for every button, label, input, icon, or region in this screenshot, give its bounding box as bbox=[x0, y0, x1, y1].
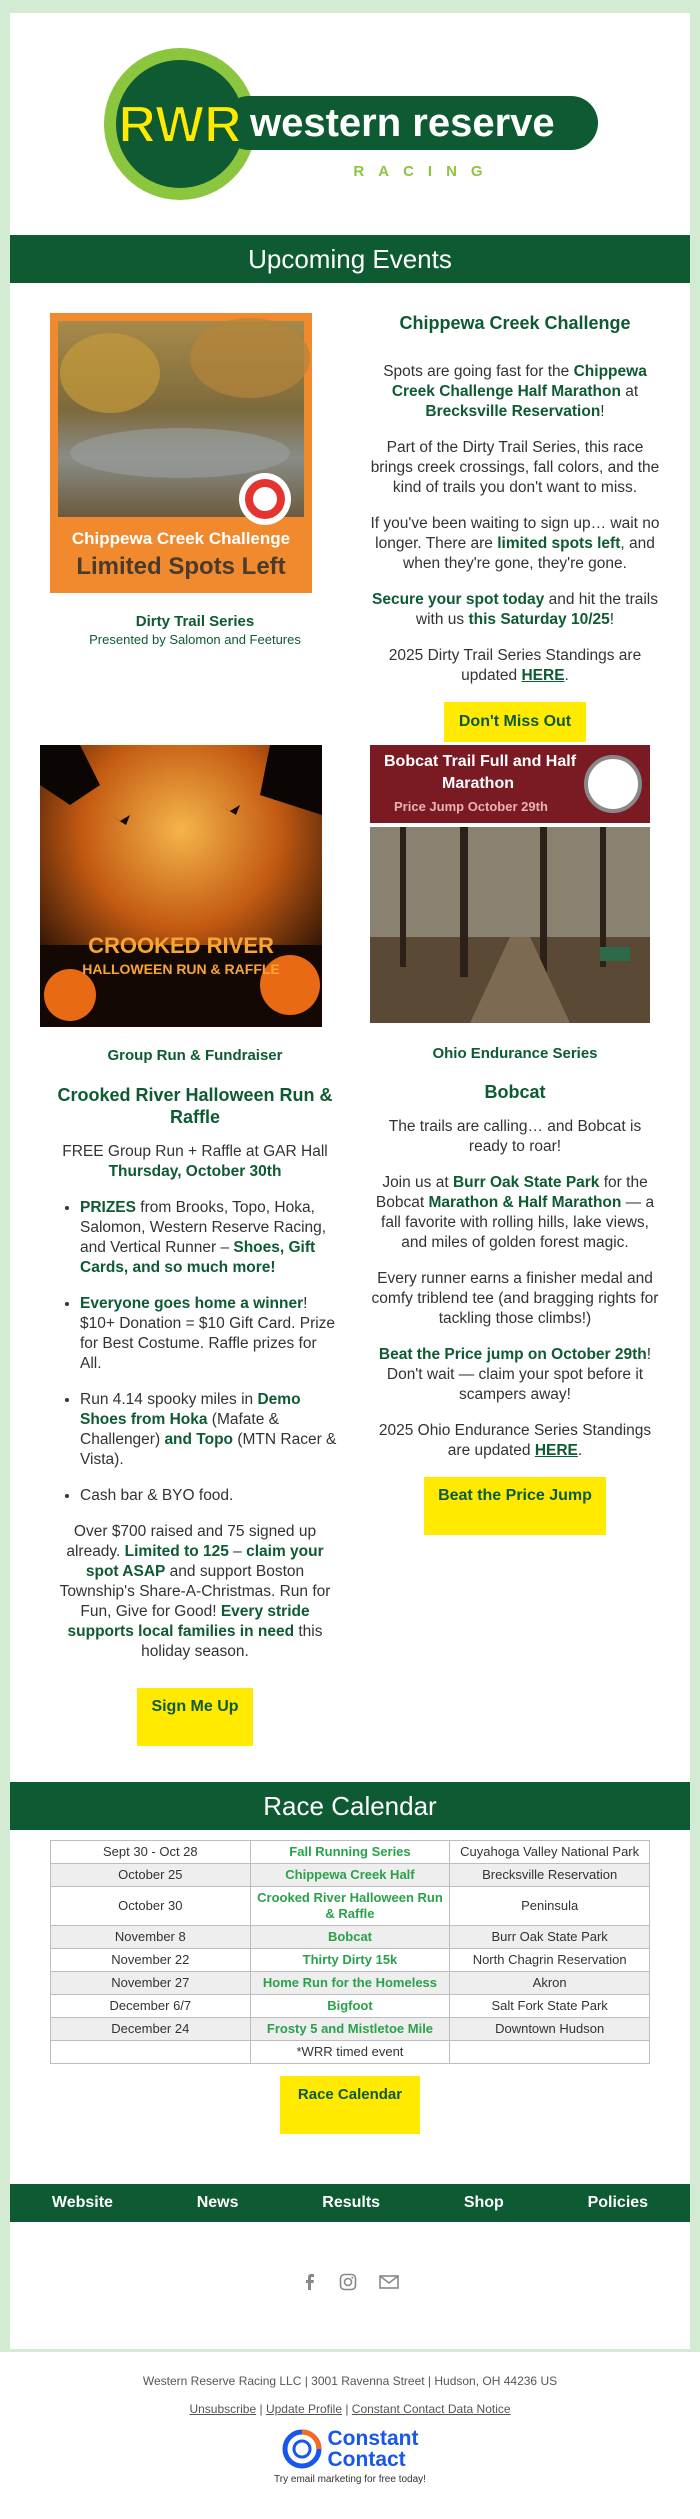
venue: Burr Oak State Park bbox=[452, 1174, 600, 1191]
chippewa-caption-1: Chippewa Creek Challenge bbox=[71, 529, 291, 548]
highlight: Limited to 125 bbox=[124, 1543, 229, 1560]
text: Over $700 raised and 75 signed up already. bbox=[66, 1523, 317, 1560]
cc-name-2: Contact bbox=[327, 2448, 406, 2471]
constant-contact-icon bbox=[282, 2429, 322, 2469]
bobcat-banner bbox=[370, 745, 650, 823]
highlight: claim your spot ASAP bbox=[85, 1543, 324, 1580]
text: for the Bobcat bbox=[375, 1174, 648, 1211]
bullet-prizes bbox=[80, 1198, 340, 1278]
calendar-row bbox=[51, 1995, 650, 2018]
chippewa-p4 bbox=[370, 590, 660, 630]
sign-me-up-button[interactable]: Sign Me Up bbox=[137, 1688, 253, 1746]
upcoming-events-heading: Upcoming Events bbox=[10, 235, 690, 283]
calendar-date: October 25 bbox=[51, 1864, 251, 1887]
text: Run 4.14 spooky miles in bbox=[80, 1391, 258, 1408]
halloween-title: Crooked River Halloween Run & Raffle bbox=[57, 1085, 333, 1127]
calendar-location: Downtown Hudson bbox=[450, 2018, 650, 2041]
highlight: Secure your spot today bbox=[372, 591, 545, 608]
bobcat-paw-icon bbox=[584, 755, 642, 813]
cc-name-1: Constant bbox=[327, 2427, 419, 2450]
text: , and when they're gone, they're gone. bbox=[403, 535, 655, 572]
bobcat-banner-2: Marathon bbox=[442, 775, 514, 792]
calendar-row bbox=[51, 1949, 650, 1972]
race-calendar-button[interactable]: Race Calendar bbox=[280, 2076, 420, 2134]
bobcat-banner-3: Price Jump October 29th bbox=[394, 799, 548, 814]
wrr-logo[interactable] bbox=[100, 44, 600, 204]
halloween-image-title-1: CROOKED RIVER bbox=[88, 933, 274, 958]
nav-link-website[interactable]: Website bbox=[51, 2194, 113, 2211]
text: Join us at bbox=[382, 1174, 453, 1191]
logo-sub: RACING bbox=[353, 163, 497, 180]
social-links bbox=[10, 2222, 690, 2342]
bullet-cash-bar bbox=[80, 1486, 340, 1506]
logo-initials: RWR bbox=[118, 96, 242, 154]
text: ! bbox=[609, 611, 615, 628]
text: this holiday season. bbox=[141, 1623, 323, 1660]
forest-trail-photo bbox=[370, 827, 650, 1023]
text: (Mafate & Challenger) bbox=[80, 1411, 279, 1448]
text: ! bbox=[600, 403, 605, 420]
footer-links bbox=[0, 2402, 700, 2416]
calendar-date: November 27 bbox=[51, 1972, 251, 1995]
unsubscribe-link[interactable]: Unsubscribe bbox=[189, 2402, 257, 2416]
text: (MTN Racer & Vista). bbox=[80, 1431, 337, 1468]
separator: | bbox=[342, 2402, 352, 2416]
race-calendar-heading: Race Calendar bbox=[10, 1782, 690, 1830]
chippewa-p2: Part of the Dirty Trail Series, this race brings creek crossings, fall colors, and the kind of trails you don't want to miss. bbox=[370, 439, 660, 496]
bullet-demo-shoes bbox=[80, 1390, 340, 1470]
instagram-icon[interactable] bbox=[339, 2273, 357, 2291]
text: Spots are going fast for the bbox=[383, 363, 574, 380]
calendar-location: Peninsula bbox=[450, 1887, 650, 1926]
email-footer bbox=[0, 2352, 700, 2519]
text: Cash bar & BYO food. bbox=[80, 1487, 234, 1504]
race-calendar-table bbox=[50, 1840, 650, 2064]
highlight: this Saturday 10/25 bbox=[468, 611, 610, 628]
chippewa-p1 bbox=[370, 362, 660, 422]
halloween-art bbox=[40, 745, 322, 1027]
facebook-icon[interactable] bbox=[301, 2273, 317, 2291]
calendar-date: December 6/7 bbox=[51, 1995, 251, 2018]
nav-link-news[interactable]: News bbox=[196, 2194, 239, 2211]
chippewa-image-col bbox=[40, 313, 350, 745]
halloween-outro bbox=[40, 1522, 350, 1662]
halloween-bullets bbox=[40, 1198, 340, 1506]
empty-cell bbox=[450, 2041, 650, 2064]
halloween-intro bbox=[40, 1142, 350, 1182]
text: FREE Group Run + Raffle at GAR Hall bbox=[62, 1143, 328, 1160]
nav-link-policies[interactable]: Policies bbox=[587, 2194, 649, 2211]
ohio-endurance-standings-link[interactable]: HERE bbox=[534, 1442, 578, 1459]
calendar-location: Cuyahoga Valley National Park bbox=[450, 1841, 650, 1864]
text: from Brooks, Topo, Hoka, Salomon, Western Reserve Racing, and Vertical Runner – bbox=[80, 1199, 327, 1256]
text: ! $10+ Donation = $10 Gift Card. Prize for Best Costume. Raffle prizes for All. bbox=[80, 1295, 336, 1372]
calendar-location: Akron bbox=[450, 1972, 650, 1995]
halloween-col bbox=[40, 745, 350, 1782]
chippewa-presented-by: Presented by Salomon and Feetures bbox=[89, 632, 301, 647]
bobcat-p2 bbox=[370, 1173, 660, 1253]
bobcat-p5 bbox=[370, 1421, 660, 1461]
update-profile-link[interactable]: Update Profile bbox=[265, 2402, 342, 2416]
halloween-image-title-2: HALLOWEEN RUN & RAFFLE bbox=[82, 961, 280, 977]
calendar-note: *WRR timed event bbox=[250, 2041, 450, 2064]
text: . bbox=[577, 1442, 583, 1459]
calendar-location: North Chagrin Reservation bbox=[450, 1949, 650, 1972]
calendar-event[interactable]: Home Run for the Homeless bbox=[250, 1972, 450, 1995]
calendar-location: Salt Fork State Park bbox=[450, 1995, 650, 2018]
highlight: Beat the Price jump on October 29th bbox=[378, 1346, 647, 1363]
logo-name: western reserve bbox=[250, 101, 555, 145]
bullet-winner bbox=[80, 1294, 340, 1374]
text: 2025 Dirty Trail Series Standings are updated bbox=[388, 647, 642, 684]
calendar-row bbox=[51, 1926, 650, 1949]
calendar-date: November 8 bbox=[51, 1926, 251, 1949]
nav-link-shop[interactable]: Shop bbox=[463, 2194, 504, 2211]
calendar-date: October 30 bbox=[51, 1887, 251, 1926]
constant-contact-logo[interactable] bbox=[0, 2428, 700, 2470]
logo-header bbox=[10, 13, 690, 235]
text: at bbox=[620, 383, 639, 400]
calendar-location: Brecksville Reservation bbox=[450, 1864, 650, 1887]
calendar-row bbox=[51, 1972, 650, 1995]
bobcat-col bbox=[350, 745, 660, 1782]
data-notice-link[interactable]: Constant Contact Data Notice bbox=[351, 2402, 511, 2416]
text: and hit the trails with us bbox=[415, 591, 658, 628]
calendar-location: Burr Oak State Park bbox=[450, 1926, 650, 1949]
highlight: PRIZES bbox=[80, 1199, 136, 1216]
bobcat-image[interactable] bbox=[370, 745, 650, 1025]
bobcat-title: Bobcat bbox=[484, 1082, 546, 1102]
event-row-1 bbox=[10, 313, 690, 745]
calendar-event[interactable]: Crooked River Halloween Run & Raffle bbox=[250, 1887, 450, 1926]
creek-photo bbox=[50, 313, 312, 593]
calendar-event[interactable]: Chippewa Creek Half bbox=[250, 1864, 450, 1887]
highlight: Everyone goes home a winner bbox=[80, 1295, 304, 1312]
footer-address: Western Reserve Racing LLC | 3001 Ravenna Street | Hudson, OH 44236 US bbox=[142, 2374, 558, 2388]
race-calendar-section bbox=[10, 1840, 690, 2134]
nav-link-results[interactable]: Results bbox=[322, 2194, 381, 2211]
chippewa-p3 bbox=[370, 514, 660, 574]
bobcat-p1: The trails are calling… and Bobcat is ready to roar! bbox=[388, 1118, 642, 1155]
bobcat-banner-1: Bobcat Trail Full and Half bbox=[384, 753, 577, 770]
dirty-trail-standings-link[interactable]: HERE bbox=[521, 667, 565, 684]
dont-miss-out-button[interactable]: Don't Miss Out bbox=[444, 702, 586, 742]
highlight: Shoes, Gift Cards, and so much more! bbox=[80, 1239, 316, 1276]
chippewa-caption-2: Limited Spots Left bbox=[76, 553, 286, 580]
separator: | bbox=[256, 2402, 266, 2416]
text: — a fall favorite with rolling hills, lake views, and miles of golden forest magic. bbox=[381, 1194, 655, 1251]
highlight: and Topo bbox=[164, 1431, 234, 1448]
calendar-event[interactable]: Fall Running Series bbox=[250, 1841, 450, 1864]
calendar-date: November 22 bbox=[51, 1949, 251, 1972]
venue: Brecksville Reservation bbox=[425, 403, 601, 420]
text: If you've been waiting to sign up… wait no longer. There are bbox=[370, 515, 660, 552]
calendar-row bbox=[51, 1841, 650, 1864]
calendar-event[interactable]: Bigfoot bbox=[250, 1995, 450, 2018]
calendar-event[interactable]: Bobcat bbox=[250, 1926, 450, 1949]
calendar-date: December 24 bbox=[51, 2018, 251, 2041]
chippewa-series: Dirty Trail Series bbox=[135, 613, 255, 630]
chippewa-text-col bbox=[350, 313, 660, 745]
highlight: Marathon & Half Marathon bbox=[428, 1194, 622, 1211]
calendar-row bbox=[51, 1887, 650, 1926]
footer-nav bbox=[10, 2184, 690, 2222]
highlight: limited spots left bbox=[497, 535, 621, 552]
text: 2025 Ohio Endurance Series Standings are updated bbox=[378, 1422, 652, 1459]
chippewa-image[interactable] bbox=[50, 313, 312, 593]
chippewa-p5 bbox=[370, 646, 660, 686]
halloween-image[interactable] bbox=[40, 745, 322, 1027]
highlight: Every stride supports local families in need bbox=[67, 1603, 310, 1640]
bobcat-p3: Every runner earns a finisher medal and comfy triblend tee (and bragging rights for tackling those climbs!) bbox=[371, 1270, 659, 1327]
text: and support Boston Township's Share-A-Christmas. Run for Fun, Give for Good! bbox=[59, 1563, 331, 1620]
email-icon[interactable] bbox=[379, 2274, 399, 2290]
event-date: Thursday, October 30th bbox=[108, 1163, 282, 1180]
text: – bbox=[228, 1543, 247, 1560]
calendar-row bbox=[51, 1864, 650, 1887]
text: . bbox=[564, 667, 569, 684]
chippewa-title: Chippewa Creek Challenge bbox=[399, 313, 631, 333]
calendar-event[interactable]: Frosty 5 and Mistletoe Mile bbox=[250, 2018, 450, 2041]
email-body bbox=[10, 13, 690, 2349]
event-row-2 bbox=[10, 745, 690, 1782]
bobcat-series: Ohio Endurance Series bbox=[432, 1045, 598, 1062]
highlight: Demo Shoes from Hoka bbox=[80, 1391, 301, 1428]
cc-tagline: Try email marketing for free today! bbox=[274, 2474, 426, 2485]
calendar-event[interactable]: Thirty Dirty 15k bbox=[250, 1949, 450, 1972]
calendar-date: Sept 30 - Oct 28 bbox=[51, 1841, 251, 1864]
bobcat-p4 bbox=[370, 1345, 660, 1405]
race-name: Chippewa Creek Challenge Half Marathon bbox=[391, 363, 647, 400]
halloween-series: Group Run & Fundraiser bbox=[107, 1047, 283, 1064]
empty-cell bbox=[51, 2041, 251, 2064]
calendar-note-row bbox=[51, 2041, 650, 2064]
text: ! Don't wait — claim your spot before it scampers away! bbox=[386, 1346, 652, 1403]
calendar-row bbox=[51, 2018, 650, 2041]
beat-the-price-jump-button[interactable]: Beat the Price Jump bbox=[424, 1477, 606, 1535]
